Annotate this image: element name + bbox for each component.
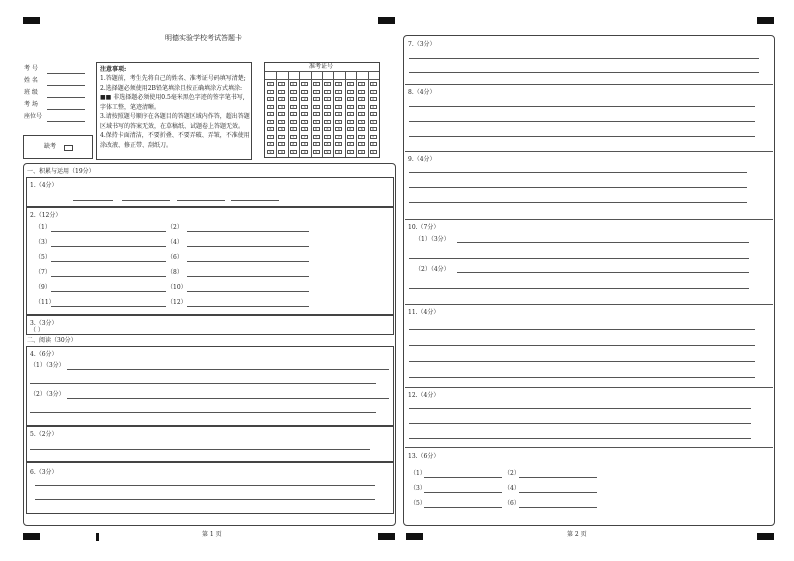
admission-digit-bubble[interactable]: 2 (324, 97, 331, 101)
admission-column-divider (311, 71, 312, 157)
page2-number: 第 2 页 (567, 531, 587, 538)
q2-blank[interactable] (187, 261, 309, 262)
answer-line[interactable] (409, 408, 751, 409)
answer-line[interactable] (67, 369, 389, 370)
q1-blank[interactable] (122, 200, 170, 201)
admission-digit-bubble[interactable]: 4 (278, 112, 285, 116)
notice-line: 4.保持卡面清洁，不要折叠、不要弄破、弄皱，不准使用 (100, 132, 250, 139)
admission-column-divider (299, 71, 300, 157)
admission-digit-bubble[interactable]: 1 (313, 90, 320, 94)
admission-digit-bubble[interactable]: 6 (290, 127, 297, 131)
q5-label: 5.（2分） (30, 431, 58, 438)
q2-label: 2.（12分） (30, 212, 62, 219)
answer-line[interactable] (409, 288, 749, 289)
admission-digit-bubble[interactable]: 1 (358, 90, 365, 94)
q2-blank[interactable] (187, 291, 309, 292)
admission-digit-bubble[interactable]: 2 (358, 97, 365, 101)
name-label: 姓 名 (24, 77, 38, 84)
page1-number: 第 1 页 (202, 531, 222, 538)
room-field[interactable] (47, 109, 85, 110)
admission-digit-bubble[interactable]: 0 (267, 82, 274, 86)
answer-line[interactable] (409, 106, 755, 107)
admission-digit-bubble[interactable]: 7 (290, 135, 297, 139)
admission-digit-bubble[interactable]: 2 (347, 97, 354, 101)
admission-digit-bubble[interactable]: 2 (301, 97, 308, 101)
admission-digit-bubble[interactable]: 0 (347, 82, 354, 86)
admission-digit-bubble[interactable]: 0 (290, 82, 297, 86)
q12-label: 12.（4分） (408, 392, 440, 399)
q8-box (405, 85, 773, 152)
admission-digit-bubble[interactable]: 4 (347, 112, 354, 116)
answer-line[interactable] (67, 398, 389, 399)
admission-column-divider (333, 71, 334, 157)
admission-digit-bubble[interactable]: 2 (267, 97, 274, 101)
q2-blank[interactable] (51, 291, 166, 292)
q13-item-label: （1） (410, 470, 426, 477)
admission-digit-bubble[interactable]: 9 (313, 150, 320, 154)
admission-digit-bubble[interactable]: 3 (324, 105, 331, 109)
registration-mark (23, 17, 40, 24)
admission-digit-bubble[interactable]: 5 (278, 120, 285, 124)
admission-digit-bubble[interactable]: 9 (358, 150, 365, 154)
q13-item-label: （2） (504, 470, 520, 477)
admission-digit-bubble[interactable]: 0 (335, 82, 342, 86)
admission-digit-bubble[interactable]: 9 (290, 150, 297, 154)
answer-line[interactable] (409, 438, 751, 439)
admission-digit-bubble[interactable]: 8 (313, 142, 320, 146)
q4-label: 4.（6分） (30, 351, 58, 358)
absent-checkbox[interactable] (64, 145, 73, 151)
notice-line: 3.请按照题号顺序在各题目的答题区域内作答，超出答题 (100, 113, 250, 120)
q5-box (26, 426, 394, 462)
q2-blank[interactable] (51, 261, 166, 262)
admission-digit-bubble[interactable]: 6 (347, 127, 354, 131)
admission-digit-bubble[interactable]: 0 (358, 82, 365, 86)
answer-line[interactable] (409, 172, 747, 173)
answer-line[interactable] (409, 361, 755, 362)
answer-line[interactable] (35, 499, 375, 500)
admission-digit-bubble[interactable]: 5 (301, 120, 308, 124)
admission-digit-bubble[interactable]: 4 (290, 112, 297, 116)
q9-box (405, 152, 773, 220)
admission-digit-bubble[interactable]: 8 (278, 142, 285, 146)
admission-digit-bubble[interactable]: 2 (290, 97, 297, 101)
admission-column-divider (288, 71, 289, 157)
answer-line[interactable] (409, 258, 749, 259)
admission-digit-bubble[interactable]: 0 (324, 82, 331, 86)
admission-digit-bubble[interactable]: 3 (290, 105, 297, 109)
q2-item-label: （4） (167, 239, 183, 246)
admission-digit-bubble[interactable]: 4 (301, 112, 308, 116)
q10-box (405, 220, 773, 305)
notice-line: 2.选择题必须使用2B铅笔填涂且按正确填涂方式填涂: (100, 84, 242, 92)
admission-digit-bubble[interactable]: 2 (370, 97, 377, 101)
admission-digit-bubble[interactable]: 6 (335, 127, 342, 131)
admission-digit-bubble[interactable]: 5 (290, 120, 297, 124)
admission-digit-bubble[interactable]: 7 (267, 135, 274, 139)
admission-digit-bubble[interactable]: 8 (290, 142, 297, 146)
q3-label: 3.（3分） (30, 320, 58, 327)
q13-item-label: （5） (410, 500, 426, 507)
q11-box (405, 305, 773, 388)
admission-digit-bubble[interactable]: 8 (370, 142, 377, 146)
admission-digit-bubble[interactable]: 7 (347, 135, 354, 139)
q2-blank[interactable] (187, 276, 309, 277)
q2-blank[interactable] (51, 246, 166, 247)
admission-digit-bubble[interactable]: 9 (301, 150, 308, 154)
q13-blank[interactable] (519, 507, 597, 508)
admission-digit-bubble[interactable]: 1 (290, 90, 297, 94)
admission-digit-bubble[interactable]: 8 (358, 142, 365, 146)
admission-label: 准考证号 (309, 63, 334, 70)
absent-label: 缺考 (44, 143, 57, 150)
notice-line: 涂改液、修正带、刮纸刀。 (100, 141, 173, 149)
admission-digit-bubble[interactable]: 2 (278, 97, 285, 101)
q10-1-label: （1）（3分） (415, 236, 450, 243)
absent-box (23, 135, 93, 159)
notice-line: 字体工整，笔迹清晰。 (100, 103, 161, 111)
answer-line[interactable] (409, 187, 747, 188)
admission-digit-bubble[interactable]: 0 (301, 82, 308, 86)
admission-digit-bubble[interactable]: 5 (324, 120, 331, 124)
admission-digit-bubble[interactable]: 7 (278, 135, 285, 139)
admission-digit-bubble[interactable]: 8 (267, 142, 274, 146)
admission-digit-bubble[interactable]: 0 (313, 82, 320, 86)
admission-digit-bubble[interactable]: 8 (335, 142, 342, 146)
section1-title: 一、积累与运用（19分） (27, 168, 95, 175)
admission-digit-bubble[interactable]: 4 (313, 112, 320, 116)
admission-digit-bubble[interactable]: 1 (267, 90, 274, 94)
q2-item-label: （3） (35, 239, 51, 246)
q4-2-label: （2）（3分） (30, 391, 65, 398)
q13-blank[interactable] (519, 492, 597, 493)
answer-line[interactable] (409, 345, 755, 346)
answer-line[interactable] (409, 423, 751, 424)
q1-blank[interactable] (177, 200, 225, 201)
q13-item-label: （6） (504, 500, 520, 507)
answer-line[interactable] (30, 412, 376, 413)
q2-item-label: （7） (35, 269, 51, 276)
exam-no-label: 考 号 (24, 65, 38, 72)
admission-digit-bubble[interactable]: 1 (301, 90, 308, 94)
q2-blank[interactable] (51, 231, 166, 232)
admission-digit-bubble[interactable]: 3 (347, 105, 354, 109)
registration-mark (23, 533, 40, 540)
admission-digit-bubble[interactable]: 4 (335, 112, 342, 116)
answer-line[interactable] (35, 485, 375, 486)
admission-digit-bubble[interactable]: 1 (324, 90, 331, 94)
class-label: 班 级 (24, 89, 38, 96)
q2-blank[interactable] (187, 306, 309, 307)
admission-digit-bubble[interactable]: 4 (267, 112, 274, 116)
q2-item-label: （2） (167, 224, 183, 231)
q13-blank[interactable] (424, 477, 502, 478)
seat-field[interactable] (47, 121, 85, 122)
admission-digit-bubble[interactable]: 5 (347, 120, 354, 124)
admission-digit-bubble[interactable]: 7 (313, 135, 320, 139)
q13-label: 13.（6分） (408, 453, 440, 460)
admission-digit-bubble[interactable]: 6 (301, 127, 308, 131)
admission-digit-bubble[interactable]: 5 (335, 120, 342, 124)
q2-box (26, 207, 394, 315)
admission-column-divider (345, 71, 346, 157)
q7-box (405, 37, 773, 85)
answer-line[interactable] (409, 121, 755, 122)
admission-digit-bubble[interactable]: 6 (370, 127, 377, 131)
admission-digit-bubble[interactable]: 2 (313, 97, 320, 101)
q13-blank[interactable] (519, 477, 597, 478)
answer-line[interactable] (409, 72, 759, 73)
admission-digit-bubble[interactable]: 3 (267, 105, 274, 109)
answer-line[interactable] (30, 449, 370, 450)
q2-blank[interactable] (51, 306, 166, 307)
q6-box (26, 462, 394, 514)
registration-mark (378, 533, 395, 540)
answer-line[interactable] (409, 329, 755, 330)
q13-item-label: （3） (410, 485, 426, 492)
admission-digit-bubble[interactable]: 3 (313, 105, 320, 109)
seat-label: 座位号 (24, 113, 43, 120)
exam-no-field[interactable] (47, 73, 85, 74)
admission-column-divider (276, 71, 277, 157)
admission-digit-bubble[interactable]: 6 (324, 127, 331, 131)
q3-box (26, 315, 394, 335)
q13-blank[interactable] (424, 507, 502, 508)
q8-label: 8.（4分） (408, 89, 436, 96)
registration-mark (406, 533, 423, 540)
admission-digit-bubble[interactable]: 9 (324, 150, 331, 154)
notice-heading: 注意事项: (100, 66, 127, 73)
room-label: 考 场 (24, 101, 38, 108)
admission-digit-bubble[interactable]: 3 (358, 105, 365, 109)
registration-mark (378, 17, 395, 24)
admission-digit-bubble[interactable]: 6 (358, 127, 365, 131)
q13-box (405, 448, 773, 524)
admission-digit-bubble[interactable]: 5 (358, 120, 365, 124)
admission-digit-bubble[interactable]: 5 (313, 120, 320, 124)
admission-digit-bubble[interactable]: 6 (267, 127, 274, 131)
q10-2-label: （2）（4分） (415, 266, 450, 273)
answer-line[interactable] (409, 377, 755, 378)
admission-digit-bubble[interactable]: 0 (370, 82, 377, 86)
registration-mark (757, 533, 774, 540)
q2-item-label: （8） (167, 269, 183, 276)
admission-digit-bubble[interactable]: 8 (301, 142, 308, 146)
admission-digit-bubble[interactable]: 3 (335, 105, 342, 109)
admission-digit-bubble[interactable]: 9 (267, 150, 274, 154)
q7-label: 7.（3分） (408, 41, 436, 48)
q11-label: 11.（4分） (408, 309, 440, 316)
admission-digit-bubble[interactable]: 1 (335, 90, 342, 94)
admission-digit-bubble[interactable]: 7 (335, 135, 342, 139)
q10-label: 10.（7分） (408, 224, 440, 231)
q2-item-label: （9） (35, 284, 51, 291)
admission-digit-bubble[interactable]: 9 (370, 150, 377, 154)
notice-line: 1.答题前，考生先将自己的姓名、准考证号码填写清楚; (100, 75, 246, 82)
q4-1-label: （1）（3分） (30, 362, 65, 369)
admission-digit-bubble[interactable]: 5 (267, 120, 274, 124)
admission-digit-bubble[interactable]: 4 (358, 112, 365, 116)
answer-line[interactable] (457, 242, 749, 243)
admission-digit-bubble[interactable]: 3 (370, 105, 377, 109)
admission-digit-bubble[interactable]: 4 (324, 112, 331, 116)
q2-item-label: （5） (35, 254, 51, 261)
admission-grid (264, 62, 380, 158)
admission-digit-bubble[interactable]: 0 (278, 82, 285, 86)
admission-digit-bubble[interactable]: 8 (347, 142, 354, 146)
admission-digit-bubble[interactable]: 7 (301, 135, 308, 139)
q2-item-label: （1） (35, 224, 51, 231)
admission-digit-bubble[interactable]: 8 (324, 142, 331, 146)
q2-blank[interactable] (187, 246, 309, 247)
admission-digit-bubble[interactable]: 6 (278, 127, 285, 131)
q3-answer[interactable]: （ ） (30, 327, 44, 334)
registration-mark (757, 17, 774, 24)
admission-digit-bubble[interactable]: 9 (278, 150, 285, 154)
q1-label: 1.（4分） (30, 182, 58, 189)
admission-digit-bubble[interactable]: 7 (370, 135, 377, 139)
q2-item-label: （11） (35, 299, 55, 306)
class-field[interactable] (47, 97, 85, 98)
q9-label: 9.（4分） (408, 156, 436, 163)
q2-blank[interactable] (51, 276, 166, 277)
q12-box (405, 388, 773, 448)
notice-box (96, 62, 252, 160)
q13-blank[interactable] (424, 492, 502, 493)
registration-mark (96, 533, 99, 541)
name-field[interactable] (47, 85, 85, 86)
q6-label: 6.（3分） (30, 469, 58, 476)
answer-line[interactable] (30, 383, 376, 384)
admission-digit-bubble[interactable]: 9 (335, 150, 342, 154)
admission-digit-bubble[interactable]: 1 (278, 90, 285, 94)
answer-line[interactable] (409, 202, 747, 203)
section2-title: 二、阅读（30分） (27, 337, 77, 344)
q1-box (26, 177, 394, 207)
admission-digit-bubble[interactable]: 7 (324, 135, 331, 139)
q2-blank[interactable] (187, 231, 309, 232)
q2-item-label: （10） (167, 284, 187, 291)
admission-column-divider (322, 71, 323, 157)
admission-digit-bubble[interactable]: 1 (347, 90, 354, 94)
answer-line[interactable] (409, 58, 759, 59)
q13-item-label: （4） (504, 485, 520, 492)
admission-digit-bubble[interactable]: 1 (370, 90, 377, 94)
admission-digit-bubble[interactable]: 6 (313, 127, 320, 131)
admission-digit-bubble[interactable]: 5 (370, 120, 377, 124)
admission-digit-bubble[interactable]: 4 (370, 112, 377, 116)
answer-line[interactable] (457, 272, 749, 273)
q1-blank[interactable] (231, 200, 279, 201)
q1-blank[interactable] (73, 200, 113, 201)
answer-line[interactable] (409, 136, 755, 137)
admission-digit-bubble[interactable]: 3 (278, 105, 285, 109)
page-title: 明德实验学校考试答题卡 (165, 34, 242, 42)
admission-column-divider (368, 71, 369, 157)
notice-line: ■■ 非选择题必须使用0.5毫米黑色字迹的签字笔书写, (100, 94, 245, 101)
q2-item-label: （12） (167, 299, 187, 306)
notice-line: 区域书写的答案无效，在草稿纸、试题卷上答题无效。 (100, 122, 245, 130)
admission-digit-bubble[interactable]: 3 (301, 105, 308, 109)
admission-digit-bubble[interactable]: 9 (347, 150, 354, 154)
q2-item-label: （6） (167, 254, 183, 261)
admission-column-divider (356, 71, 357, 157)
admission-digit-bubble[interactable]: 2 (335, 97, 342, 101)
admission-digit-bubble[interactable]: 7 (358, 135, 365, 139)
q4-box (26, 346, 394, 426)
